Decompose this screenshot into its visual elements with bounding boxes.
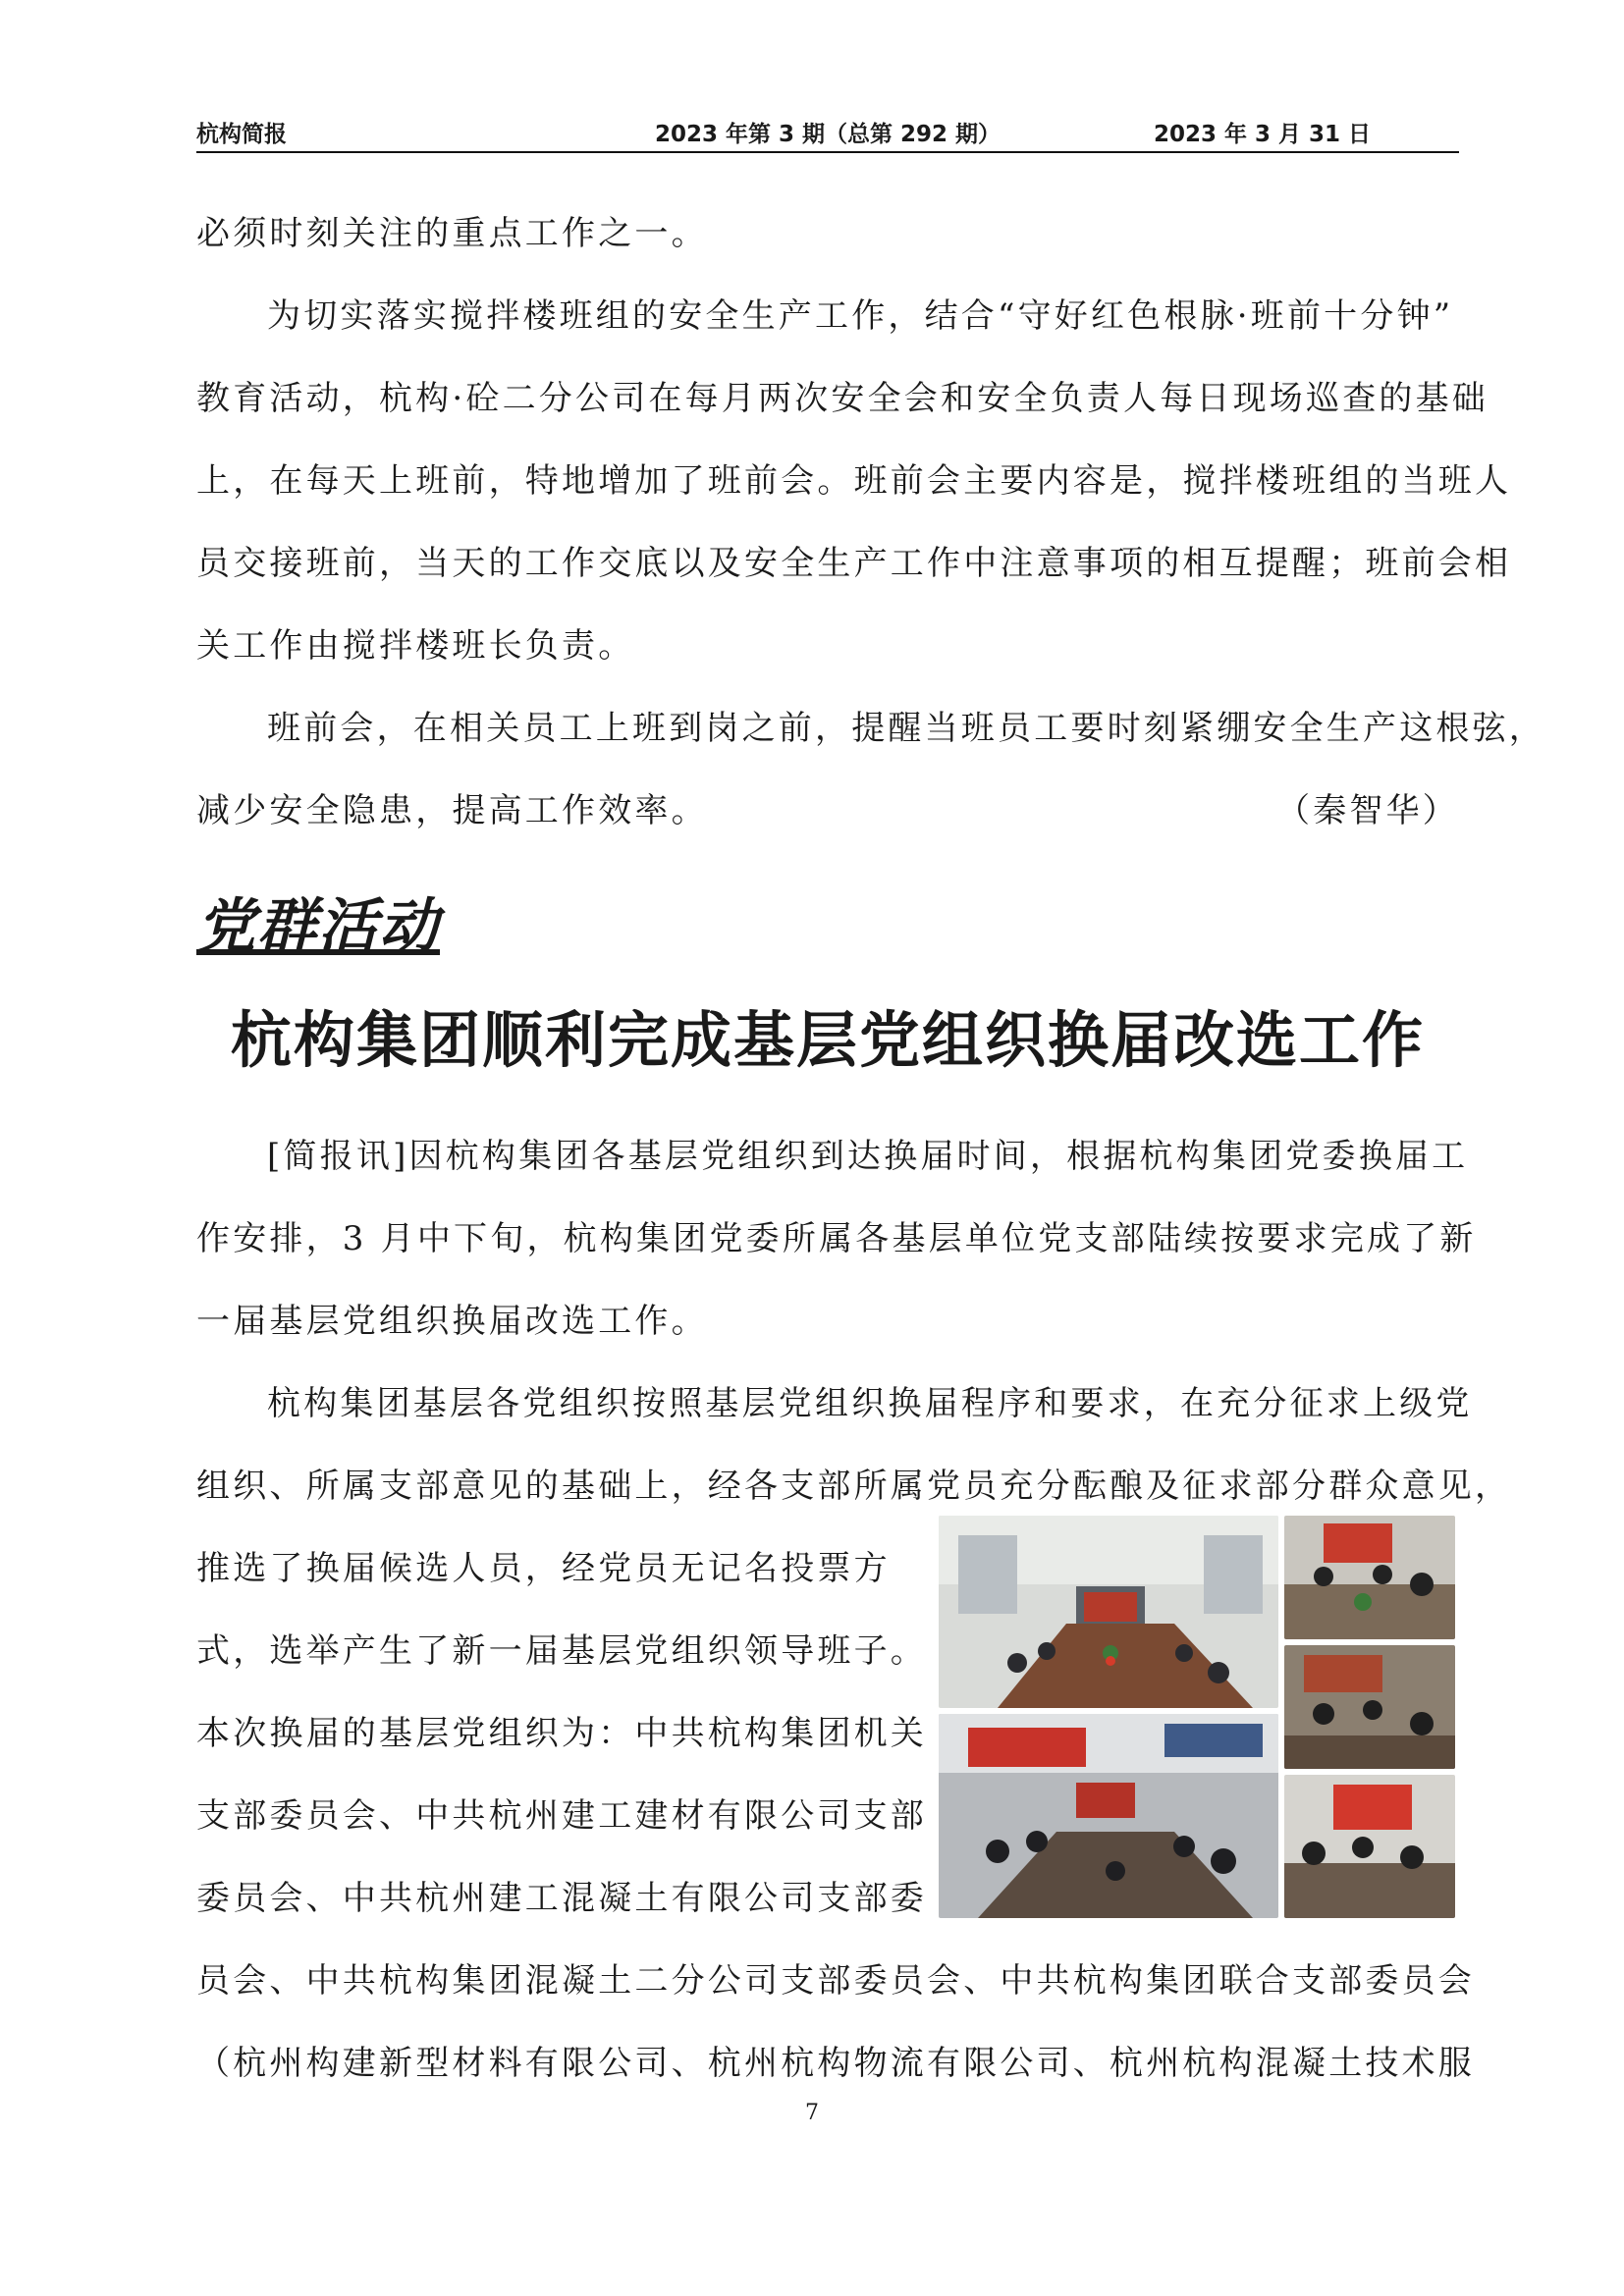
meeting-photo (1284, 1775, 1455, 1918)
article-paragraph-line: 组织、所属支部意见的基础上，经各支部所属党员充分酝酿及征求部分群众意见， (196, 1467, 1512, 1506)
article-paragraph-line: 支部委员会、中共杭州建工建材有限公司支部 (196, 1796, 927, 1836)
header-issue: 2023 年第 3 期（总第 292 期） (654, 122, 1001, 147)
article-paragraph-line: 杭构集团基层各党组织按照基层党组织换届程序和要求，在充分征求上级党 (267, 1384, 1473, 1423)
meeting-room-photo (939, 1516, 1278, 1708)
intro-paragraph-line: 员交接班前，当天的工作交底以及安全生产工作中注意事项的相互提醒；班前会相 (196, 544, 1512, 583)
header-publication: 杭构简报 (196, 122, 287, 147)
photo-collage (939, 1516, 1455, 1918)
article-paragraph-line: 推选了换届候选人员，经党员无记名投票方 (196, 1549, 891, 1588)
intro-paragraph-line: 上，在每天上班前，特地增加了班前会。班前会主要内容是，搅拌楼班组的当班人 (196, 461, 1512, 501)
meeting-photo (1284, 1516, 1455, 1639)
author-credit: （秦智华） (1276, 791, 1459, 830)
article-title: 杭构集团顺利完成基层党组织换届改选工作 (230, 1004, 1425, 1076)
article-paragraph-line: 员会、中共杭构集团混凝土二分公司支部委员会、中共杭构集团联合支部委员会 (196, 1961, 1475, 2001)
header-rule (196, 151, 1459, 153)
intro-paragraph-line: 为切实落实搅拌楼班组的安全生产工作，结合“守好红色根脉·班前十分钟” (267, 296, 1454, 336)
page-header (196, 116, 1459, 151)
article-paragraph-line: 一届基层党组织换届改选工作。 (196, 1302, 708, 1341)
article-paragraph-line: 式，选举产生了新一届基层党组织领导班子。 (196, 1631, 927, 1671)
article-paragraph-line: 本次换届的基层党组织为：中共杭构集团机关 (196, 1714, 927, 1753)
intro-paragraph-line: 关工作由搅拌楼班长负责。 (196, 626, 635, 666)
section-heading: 党群活动 (196, 892, 440, 961)
intro-line: 必须时刻关注的重点工作之一。 (196, 214, 708, 253)
page-number: 7 (805, 2101, 819, 2125)
intro-paragraph-line: 教育活动，杭构·砼二分公司在每月两次安全会和安全负责人每日现场巡查的基础 (196, 379, 1489, 418)
meeting-photo (1284, 1645, 1455, 1769)
intro-paragraph-line: 班前会，在相关员工上班到岗之前，提醒当班员工要时刻紧绷安全生产这根弦， (267, 709, 1545, 748)
article-paragraph-line: 委员会、中共杭州建工混凝土有限公司支部委 (196, 1879, 927, 1918)
intro-paragraph-line: 减少安全隐患，提高工作效率。 (196, 791, 708, 830)
article-paragraph-line: [简报讯]因杭构集团各基层党组织到达换届时间，根据杭构集团党委换届工 (267, 1137, 1469, 1176)
header-date: 2023 年 3 月 31 日 (1153, 122, 1371, 147)
article-paragraph-line: （杭州构建新型材料有限公司、杭州杭构物流有限公司、杭州杭构混凝土技术服 (196, 2044, 1475, 2083)
article-paragraph-line: 作安排，3 月中下旬，杭构集团党委所属各基层单位党支部陆续按要求完成了新 (196, 1219, 1477, 1258)
meeting-banner-photo (939, 1714, 1278, 1918)
